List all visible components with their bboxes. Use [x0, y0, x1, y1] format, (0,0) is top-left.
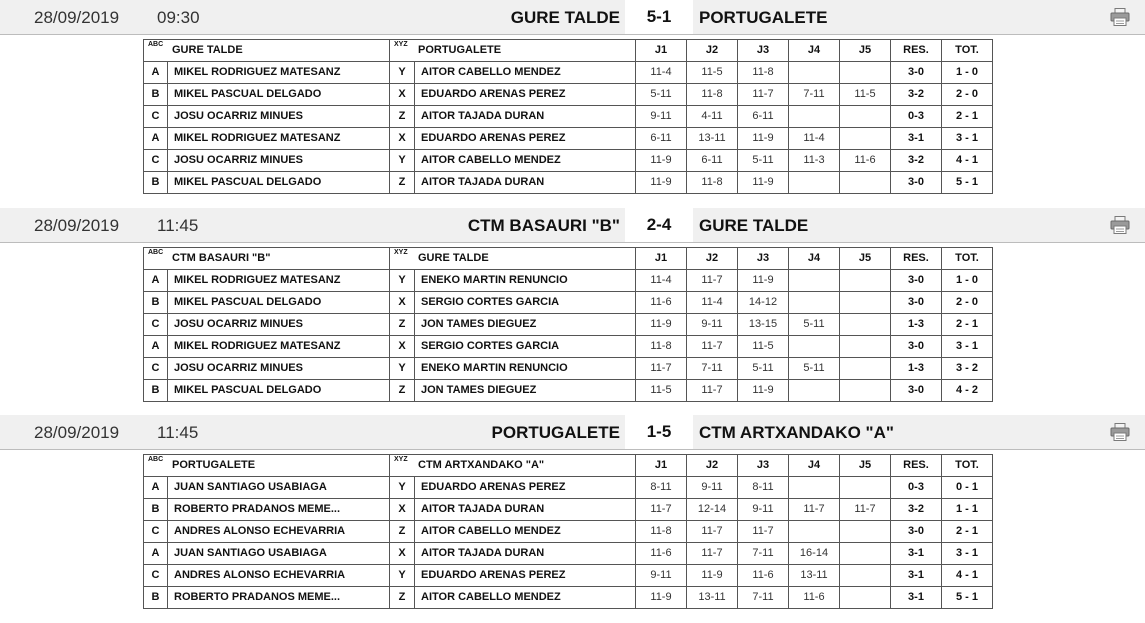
match-header — [0, 208, 1145, 243]
set-4-score: 11-4 — [789, 128, 840, 150]
left-team-header — [144, 455, 390, 477]
match-header — [0, 415, 1145, 450]
printer-icon[interactable] — [1110, 216, 1130, 234]
col-j5: J5 — [840, 248, 891, 270]
home-player-letter: A — [144, 62, 168, 84]
set-4-score — [789, 62, 840, 84]
table-row — [144, 565, 993, 587]
away-player-letter: X — [390, 128, 415, 150]
set-5-score — [840, 314, 891, 336]
running-total: 2 - 1 — [942, 106, 993, 128]
set-3-score: 8-11 — [738, 477, 789, 499]
home-player-letter: C — [144, 150, 168, 172]
home-player-name: ROBERTO PRADANOS MEME... — [168, 499, 390, 521]
game-result: 3-2 — [891, 499, 942, 521]
home-player-name: MIKEL PASCUAL DELGADO — [168, 380, 390, 402]
home-player-letter: B — [144, 587, 168, 609]
col-tot: TOT. — [942, 248, 993, 270]
home-player-name: JOSU OCARRIZ MINUES — [168, 106, 390, 128]
home-team: GURE TALDE — [510, 8, 620, 27]
set-4-score: 16-14 — [789, 543, 840, 565]
game-result: 3-0 — [891, 270, 942, 292]
left-code: ABC — [148, 456, 164, 463]
match-block — [0, 0, 1145, 208]
table-header-row — [144, 248, 993, 270]
set-2-score: 6-11 — [687, 150, 738, 172]
printer-icon[interactable] — [1110, 8, 1130, 26]
running-total: 1 - 0 — [942, 62, 993, 84]
set-4-score — [789, 336, 840, 358]
table-header-row — [144, 455, 993, 477]
col-tot: TOT. — [942, 455, 993, 477]
table-header-row — [144, 40, 993, 62]
running-total: 4 - 1 — [942, 565, 993, 587]
set-4-score — [789, 172, 840, 194]
set-1-score: 11-8 — [636, 521, 687, 543]
away-player-name: AITOR CABELLO MENDEZ — [415, 150, 636, 172]
away-player-name: EDUARDO ARENAS PEREZ — [415, 477, 636, 499]
away-player-letter: Y — [390, 270, 415, 292]
set-5-score — [840, 521, 891, 543]
left-team-header — [144, 40, 390, 62]
away-player-letter: Y — [390, 565, 415, 587]
game-result: 3-2 — [891, 150, 942, 172]
set-1-score: 11-7 — [636, 499, 687, 521]
game-result: 3-0 — [891, 336, 942, 358]
set-4-score: 13-11 — [789, 565, 840, 587]
set-3-score: 5-11 — [738, 150, 789, 172]
home-player-letter: C — [144, 521, 168, 543]
away-player-name: AITOR CABELLO MENDEZ — [415, 587, 636, 609]
col-j5: J5 — [840, 40, 891, 62]
match-block — [0, 208, 1145, 416]
game-result: 3-1 — [891, 543, 942, 565]
match-score: 5-1 — [625, 0, 693, 34]
set-5-score — [840, 292, 891, 314]
away-player-letter: Y — [390, 150, 415, 172]
running-total: 3 - 1 — [942, 128, 993, 150]
away-player-letter: Y — [390, 62, 415, 84]
home-player-name: JUAN SANTIAGO USABIAGA — [168, 543, 390, 565]
set-3-score: 14-12 — [738, 292, 789, 314]
results-table — [143, 39, 993, 194]
col-j1: J1 — [636, 40, 687, 62]
home-player-name: MIKEL RODRIGUEZ MATESANZ — [168, 270, 390, 292]
table-row — [144, 150, 993, 172]
running-total: 2 - 0 — [942, 84, 993, 106]
match-time: 11:45 — [157, 216, 199, 235]
match-time: 11:45 — [157, 423, 199, 442]
table-row — [144, 380, 993, 402]
set-5-score: 11-7 — [840, 499, 891, 521]
home-player-name: MIKEL PASCUAL DELGADO — [168, 292, 390, 314]
left-team-label: PORTUGALETE — [172, 459, 256, 471]
set-1-score: 11-9 — [636, 172, 687, 194]
game-result: 3-2 — [891, 84, 942, 106]
set-3-score: 11-5 — [738, 336, 789, 358]
home-player-letter: C — [144, 314, 168, 336]
set-5-score — [840, 62, 891, 84]
home-team: CTM BASAURI "B" — [467, 216, 620, 235]
set-1-score: 11-6 — [636, 543, 687, 565]
away-player-letter: Z — [390, 172, 415, 194]
home-player-letter: A — [144, 336, 168, 358]
set-2-score: 11-4 — [687, 292, 738, 314]
away-player-letter: X — [390, 499, 415, 521]
right-team-label: PORTUGALETE — [418, 44, 502, 56]
table-body — [144, 270, 993, 402]
set-1-score: 5-11 — [636, 84, 687, 106]
home-player-letter: B — [144, 172, 168, 194]
home-player-letter: A — [144, 128, 168, 150]
set-2-score: 9-11 — [687, 314, 738, 336]
results-table — [143, 454, 993, 609]
set-3-score: 9-11 — [738, 499, 789, 521]
set-5-score — [840, 270, 891, 292]
home-player-name: JOSU OCARRIZ MINUES — [168, 150, 390, 172]
set-1-score: 11-4 — [636, 62, 687, 84]
home-team: PORTUGALETE — [491, 423, 620, 442]
table-body — [144, 477, 993, 609]
home-player-name: MIKEL RODRIGUEZ MATESANZ — [168, 62, 390, 84]
home-player-letter: B — [144, 499, 168, 521]
set-1-score: 11-5 — [636, 380, 687, 402]
away-player-name: AITOR TAJADA DURAN — [415, 499, 636, 521]
home-player-letter: B — [144, 292, 168, 314]
match-score: 1-5 — [625, 415, 693, 449]
away-player-letter: Z — [390, 587, 415, 609]
running-total: 5 - 1 — [942, 587, 993, 609]
set-2-score: 13-11 — [687, 128, 738, 150]
away-player-letter: Z — [390, 380, 415, 402]
set-5-score — [840, 358, 891, 380]
match-score: 2-4 — [625, 208, 693, 242]
set-1-score: 9-11 — [636, 106, 687, 128]
set-2-score: 9-11 — [687, 477, 738, 499]
table-row — [144, 543, 993, 565]
table-row — [144, 84, 993, 106]
set-2-score: 11-7 — [687, 380, 738, 402]
col-j3: J3 — [738, 248, 789, 270]
running-total: 2 - 1 — [942, 521, 993, 543]
home-player-letter: C — [144, 106, 168, 128]
table-row — [144, 172, 993, 194]
col-j4: J4 — [789, 248, 840, 270]
set-3-score: 11-6 — [738, 565, 789, 587]
away-player-name: AITOR TAJADA DURAN — [415, 106, 636, 128]
table-row — [144, 521, 993, 543]
away-player-letter: Z — [390, 521, 415, 543]
home-player-letter: B — [144, 84, 168, 106]
set-1-score: 11-8 — [636, 336, 687, 358]
game-result: 3-0 — [891, 380, 942, 402]
running-total: 2 - 1 — [942, 314, 993, 336]
set-5-score: 11-5 — [840, 84, 891, 106]
set-2-score: 11-8 — [687, 172, 738, 194]
set-5-score — [840, 106, 891, 128]
left-team-header — [144, 248, 390, 270]
game-result: 0-3 — [891, 106, 942, 128]
left-team-label: CTM BASAURI "B" — [172, 252, 271, 264]
running-total: 3 - 1 — [942, 543, 993, 565]
col-res: RES. — [891, 40, 942, 62]
set-5-score: 11-6 — [840, 150, 891, 172]
table-row — [144, 62, 993, 84]
set-5-score — [840, 477, 891, 499]
table-row — [144, 499, 993, 521]
away-player-name: JON TAMES DIEGUEZ — [415, 380, 636, 402]
away-player-name: EDUARDO ARENAS PEREZ — [415, 128, 636, 150]
set-3-score: 11-9 — [738, 270, 789, 292]
away-team: CTM ARTXANDAKO "A" — [699, 423, 894, 442]
running-total: 3 - 2 — [942, 358, 993, 380]
set-3-score: 7-11 — [738, 543, 789, 565]
set-5-score — [840, 128, 891, 150]
set-3-score: 11-8 — [738, 62, 789, 84]
right-team-header — [390, 455, 636, 477]
left-team-label: GURE TALDE — [172, 44, 243, 56]
set-2-score: 7-11 — [687, 358, 738, 380]
set-5-score — [840, 336, 891, 358]
table-body — [144, 62, 993, 194]
right-team-header — [390, 40, 636, 62]
match-date: 28/09/2019 — [34, 8, 120, 27]
set-2-score: 13-11 — [687, 587, 738, 609]
set-1-score: 11-9 — [636, 587, 687, 609]
set-2-score: 11-7 — [687, 543, 738, 565]
match-date: 28/09/2019 — [34, 423, 120, 442]
table-row — [144, 270, 993, 292]
col-j3: J3 — [738, 40, 789, 62]
set-1-score: 8-11 — [636, 477, 687, 499]
game-result: 1-3 — [891, 358, 942, 380]
set-4-score: 5-11 — [789, 358, 840, 380]
right-code: XYZ — [394, 249, 408, 256]
home-player-name: ANDRES ALONSO ECHEVARRIA — [168, 521, 390, 543]
away-player-name: ENEKO MARTIN RENUNCIO — [415, 358, 636, 380]
set-3-score: 6-11 — [738, 106, 789, 128]
right-code: XYZ — [394, 41, 408, 48]
running-total: 3 - 1 — [942, 336, 993, 358]
set-4-score: 11-7 — [789, 499, 840, 521]
set-2-score: 11-7 — [687, 270, 738, 292]
home-player-letter: A — [144, 543, 168, 565]
home-player-letter: A — [144, 477, 168, 499]
home-player-name: JUAN SANTIAGO USABIAGA — [168, 477, 390, 499]
right-team-label: CTM ARTXANDAKO "A" — [418, 459, 545, 471]
game-result: 3-0 — [891, 521, 942, 543]
set-2-score: 11-9 — [687, 565, 738, 587]
col-j1: J1 — [636, 248, 687, 270]
set-5-score — [840, 587, 891, 609]
away-player-name: EDUARDO ARENAS PEREZ — [415, 565, 636, 587]
set-4-score: 11-6 — [789, 587, 840, 609]
col-tot: TOT. — [942, 40, 993, 62]
set-5-score — [840, 380, 891, 402]
set-2-score: 4-11 — [687, 106, 738, 128]
away-player-letter: Z — [390, 314, 415, 336]
set-3-score: 7-11 — [738, 587, 789, 609]
set-3-score: 11-9 — [738, 380, 789, 402]
col-j4: J4 — [789, 40, 840, 62]
table-row — [144, 587, 993, 609]
away-player-name: AITOR TAJADA DURAN — [415, 172, 636, 194]
match-time: 09:30 — [157, 8, 200, 27]
set-3-score: 13-15 — [738, 314, 789, 336]
game-result: 3-1 — [891, 128, 942, 150]
printer-icon[interactable] — [1110, 423, 1130, 441]
away-player-letter: X — [390, 84, 415, 106]
col-res: RES. — [891, 455, 942, 477]
set-3-score: 11-7 — [738, 84, 789, 106]
set-4-score — [789, 270, 840, 292]
table-row — [144, 292, 993, 314]
set-3-score: 11-9 — [738, 128, 789, 150]
set-1-score: 11-6 — [636, 292, 687, 314]
table-row — [144, 106, 993, 128]
col-j2: J2 — [687, 40, 738, 62]
home-player-name: MIKEL RODRIGUEZ MATESANZ — [168, 128, 390, 150]
set-1-score: 6-11 — [636, 128, 687, 150]
away-player-name: AITOR CABELLO MENDEZ — [415, 521, 636, 543]
set-1-score: 11-9 — [636, 314, 687, 336]
right-code: XYZ — [394, 456, 408, 463]
away-player-name: ENEKO MARTIN RENUNCIO — [415, 270, 636, 292]
away-player-name: SERGIO CORTES GARCIA — [415, 336, 636, 358]
left-code: ABC — [148, 249, 164, 256]
home-player-name: ANDRES ALONSO ECHEVARRIA — [168, 565, 390, 587]
set-1-score: 9-11 — [636, 565, 687, 587]
game-result: 3-1 — [891, 587, 942, 609]
game-result: 3-0 — [891, 172, 942, 194]
table-row — [144, 336, 993, 358]
home-player-name: JOSU OCARRIZ MINUES — [168, 358, 390, 380]
col-j4: J4 — [789, 455, 840, 477]
set-5-score — [840, 565, 891, 587]
col-j2: J2 — [687, 455, 738, 477]
match-date: 28/09/2019 — [34, 216, 120, 235]
away-team: PORTUGALETE — [699, 8, 828, 27]
col-j2: J2 — [687, 248, 738, 270]
set-1-score: 11-9 — [636, 150, 687, 172]
away-player-letter: X — [390, 336, 415, 358]
col-j5: J5 — [840, 455, 891, 477]
running-total: 1 - 0 — [942, 270, 993, 292]
home-player-name: MIKEL RODRIGUEZ MATESANZ — [168, 336, 390, 358]
set-4-score: 11-3 — [789, 150, 840, 172]
home-player-letter: B — [144, 380, 168, 402]
set-5-score — [840, 172, 891, 194]
set-4-score — [789, 380, 840, 402]
right-team-header — [390, 248, 636, 270]
game-result: 3-0 — [891, 292, 942, 314]
set-4-score: 7-11 — [789, 84, 840, 106]
home-player-letter: A — [144, 270, 168, 292]
col-j1: J1 — [636, 455, 687, 477]
col-res: RES. — [891, 248, 942, 270]
set-1-score: 11-7 — [636, 358, 687, 380]
set-2-score: 12-14 — [687, 499, 738, 521]
set-4-score: 5-11 — [789, 314, 840, 336]
away-player-letter: Y — [390, 358, 415, 380]
col-j3: J3 — [738, 455, 789, 477]
away-player-letter: Z — [390, 106, 415, 128]
away-player-name: AITOR CABELLO MENDEZ — [415, 62, 636, 84]
game-result: 0-3 — [891, 477, 942, 499]
away-player-name: SERGIO CORTES GARCIA — [415, 292, 636, 314]
running-total: 1 - 1 — [942, 499, 993, 521]
running-total: 2 - 0 — [942, 292, 993, 314]
game-result: 3-1 — [891, 565, 942, 587]
set-5-score — [840, 543, 891, 565]
set-3-score: 11-7 — [738, 521, 789, 543]
home-player-name: ROBERTO PRADANOS MEME... — [168, 587, 390, 609]
table-row — [144, 358, 993, 380]
away-team: GURE TALDE — [699, 216, 809, 235]
away-player-letter: X — [390, 292, 415, 314]
away-player-letter: Y — [390, 477, 415, 499]
home-player-letter: C — [144, 358, 168, 380]
results-table — [143, 247, 993, 402]
running-total: 4 - 1 — [942, 150, 993, 172]
table-row — [144, 477, 993, 499]
set-2-score: 11-7 — [687, 521, 738, 543]
match-block — [0, 415, 1145, 623]
right-team-label: GURE TALDE — [418, 252, 489, 264]
set-2-score: 11-5 — [687, 62, 738, 84]
set-4-score — [789, 106, 840, 128]
running-total: 0 - 1 — [942, 477, 993, 499]
set-1-score: 11-4 — [636, 270, 687, 292]
home-player-letter: C — [144, 565, 168, 587]
away-player-letter: X — [390, 543, 415, 565]
left-code: ABC — [148, 41, 164, 48]
match-header — [0, 0, 1145, 35]
set-4-score — [789, 292, 840, 314]
home-player-name: JOSU OCARRIZ MINUES — [168, 314, 390, 336]
game-result: 3-0 — [891, 62, 942, 84]
away-player-name: JON TAMES DIEGUEZ — [415, 314, 636, 336]
running-total: 5 - 1 — [942, 172, 993, 194]
set-3-score: 11-9 — [738, 172, 789, 194]
game-result: 1-3 — [891, 314, 942, 336]
running-total: 4 - 2 — [942, 380, 993, 402]
set-2-score: 11-7 — [687, 336, 738, 358]
away-player-name: AITOR TAJADA DURAN — [415, 543, 636, 565]
home-player-name: MIKEL PASCUAL DELGADO — [168, 172, 390, 194]
away-player-name: EDUARDO ARENAS PEREZ — [415, 84, 636, 106]
table-row — [144, 314, 993, 336]
set-3-score: 5-11 — [738, 358, 789, 380]
table-row — [144, 128, 993, 150]
set-2-score: 11-8 — [687, 84, 738, 106]
set-4-score — [789, 521, 840, 543]
home-player-name: MIKEL PASCUAL DELGADO — [168, 84, 390, 106]
set-4-score — [789, 477, 840, 499]
